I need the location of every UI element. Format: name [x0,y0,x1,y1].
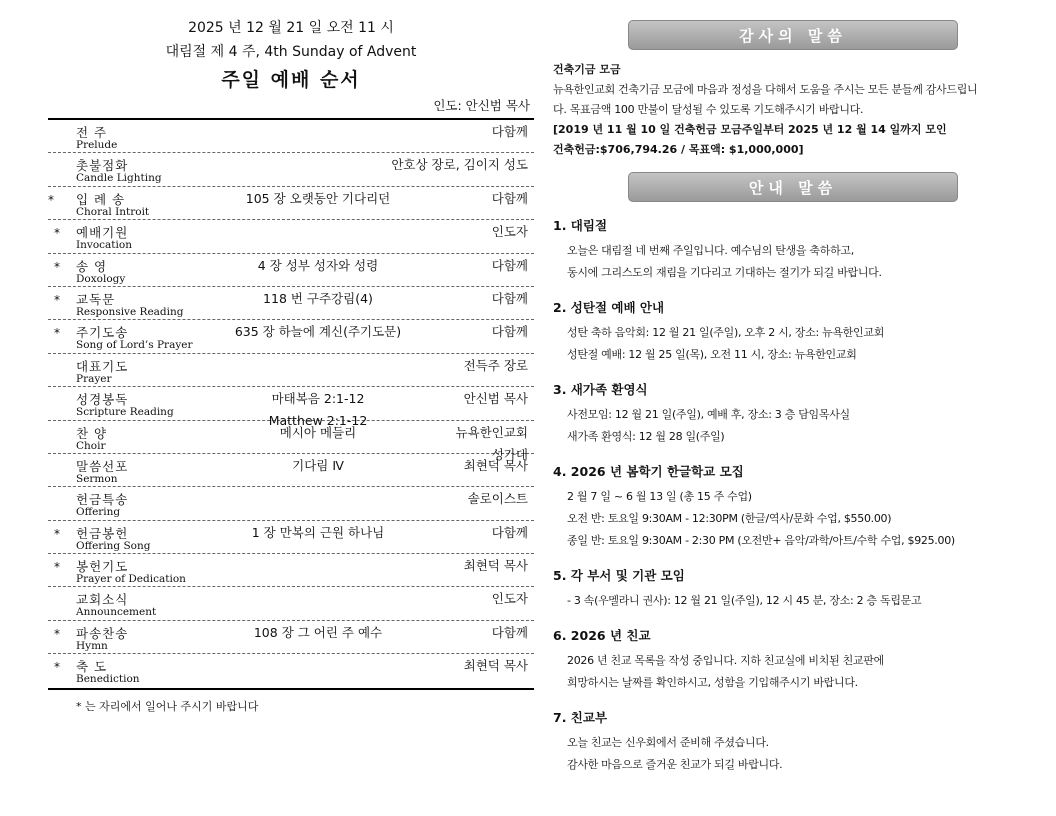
order-item-english: Offering [76,506,121,519]
order-item-detail [168,624,468,642]
notice-section-title: 7. 친교부 [553,710,608,725]
order-item-detail-line: 4 장 성부 성자와 성령 [257,257,379,273]
order-item-detail-line: 118 번 구주강림(4) [263,290,373,306]
announcements-panel [553,20,983,776]
order-item-korean: 전 주 [76,125,108,140]
order-item-detail-line: 1 장 만복의 근원 하나님 [251,524,385,540]
order-item-person [492,323,528,341]
service-week: 대림절 제 4 주, 4th Sunday of Advent [165,44,417,60]
order-item-english: Scripture Reading [76,406,174,419]
order-item-detail-line: 108 장 그 어린 주 예수 [253,624,383,640]
notice-section [553,380,983,448]
standing-marker: * [54,226,60,241]
notice-section-title: 1. 대림절 [553,218,608,233]
notice-section-title: 4. 2026 년 봄학기 한글학교 모집 [553,464,744,479]
order-item-korean: 촛불점화 [76,158,129,174]
order-item-detail-line: 마태복음 2:1-12 [271,391,365,407]
order-item-english: Hymn [76,639,108,652]
order-item-person [492,223,528,241]
standing-marker: * [54,626,60,641]
order-item-english: Benediction [76,673,140,686]
order-item-person-line: 다함께 [491,190,528,206]
order-item-korean: 교회소식 [76,592,129,608]
order-item-korean: 교독문 [76,291,116,307]
order-item-english: Responsive Reading [76,305,184,318]
standing-marker: * [54,292,60,307]
order-item-person [464,390,528,408]
notice-line: 성탄 축하 음악회: 12 월 21 일(주일), 오후 2 시, 장소: 뉴욕한인교회 [567,326,885,339]
order-item-person [492,290,528,308]
order-item-korean: 찬 양 [76,425,108,441]
notice-line: 사전모임: 12 월 21 일(주일), 예배 후, 장소: 3 층 담임목사실 [567,408,850,421]
fund-text: 뉴욕한인교회 건축기금 모금에 마음과 정성을 다해서 도움을 주시는 모든 분들께 감사드립니다. 목표금액 100 만불이 달성될 수 있도록 기도해주시기 바랍니다. [553,83,978,116]
order-item-person [391,156,528,174]
order-item-person [492,123,528,141]
order-row [48,354,534,387]
notice-section-title: 2. 성탄절 예배 안내 [553,300,665,315]
notice-line: 오늘은 대림절 네 번째 주일입니다. 예수님의 탄생을 축하하고, [567,244,854,257]
order-item-english: Offering Song [76,539,151,552]
order-item-detail-line: 메시아 메들리 [279,424,357,440]
order-item-person-line: 다함께 [491,524,528,540]
order-item-person-line: 최현덕 목사 [463,658,528,674]
page-title: 주일 예배 순서 [221,69,361,91]
notice-section-title: 6. 2026 년 친교 [553,628,651,643]
order-item-person [492,624,528,642]
order-row [48,120,534,153]
order-item-person-line: 다함께 [491,124,528,139]
order-row [48,153,534,186]
order-item-person [464,557,528,575]
order-row [48,521,534,554]
order-item-english: Candle Lighting [76,172,162,185]
notice-section [553,708,983,776]
order-row [48,254,534,287]
order-item-person-line: 최현덕 목사 [463,558,528,574]
order-item-english: Choral Introit [76,205,150,218]
notice-section-title: 3. 새가족 환영식 [553,382,648,397]
order-item-korean: 축 도 [76,659,108,675]
order-row [48,320,534,353]
notice-line: 오전 반: 토요일 9:30AM - 12:30PM (한글/역사/문화 수업, $550.00) [567,512,892,525]
order-item-korean: 헌금특송 [76,492,129,508]
order-item-korean: 대표기도 [76,358,129,374]
order-item-person-line: 솔로이스트 [467,491,528,507]
order-item-person [492,590,528,608]
standing-marker: * [54,326,60,341]
fund-period: [2019 년 11 월 10 일 건축헌금 모금주일부터 2025 년 12 월 14 일까지 모인 [553,123,947,136]
order-item-english: Prayer [76,372,112,385]
notice-sections [553,216,983,776]
order-item-korean: 입 례 송 [76,191,126,207]
service-datetime: 2025 년 12 월 21 일 오전 11 시 [188,20,394,36]
standing-marker: * [48,192,54,207]
order-item-detail [168,524,468,542]
order-item-english: Song of Lord’s Prayer [76,339,193,352]
notice-line: 희망하시는 날짜를 확인하시고, 성함을 기입해주시기 바랍니다. [567,676,858,689]
standing-marker: * [54,259,60,274]
standing-note: * 는 자리에서 일어나 주시기 바랍니다 [76,699,259,713]
standing-marker: * [54,560,60,575]
order-item-english: Prayer of Dedication [76,573,186,586]
notice-line: 성탄절 예배: 12 월 25 일(목), 오전 11 시, 장소: 뉴욕한인교회 [567,348,857,361]
order-item-person-line: 다함께 [491,257,528,273]
order-item-person [464,457,528,475]
notice-line: 종일 반: 토요일 9:30AM - 2:30 PM (오전반+ 음악/과학/아트/수학 수업, $925.00) [567,534,955,547]
order-item-english: Choir [76,439,106,452]
order-item-korean: 송 영 [76,258,108,274]
order-row [48,387,534,429]
order-item-korean: 헌금봉헌 [76,525,129,541]
notice-line: 오늘 친교는 신우회에서 준비해 주셨습니다. [567,736,769,749]
worship-order-panel [48,16,534,714]
notice-section [553,462,983,552]
order-item-korean: 성경봉독 [76,392,129,408]
order-item-korean: 봉헌기도 [76,559,129,575]
order-item-person-line: 인도자 [491,591,528,607]
order-item-detail [168,424,468,442]
order-item-person [492,257,528,275]
order-item-detail [168,457,468,475]
order-item-person-line: 뉴욕한인교회 [455,424,528,440]
order-item-person [464,357,528,375]
fund-amount: 건축헌금:$706,794.26 / 목표액: $1,000,000] [553,143,804,156]
order-item-detail-line: Matthew 2:1-12 [268,413,368,429]
order-item-person-line: 인도자 [491,224,528,240]
order-row [48,287,534,320]
order-item-english: Prelude [76,139,118,151]
order-list [48,118,534,690]
order-item-detail [168,190,468,208]
order-row [48,554,534,587]
order-row [48,454,534,487]
order-item-detail-line: 635 장 하늘에 계신(주기도문) [234,324,402,340]
service-leader: 인도: 안신범 목사 [433,98,530,113]
order-item-english: Doxology [76,272,126,285]
notice-section [553,216,983,284]
order-item-person-line: 안호상 장로, 김이지 성도 [391,157,528,173]
order-item-person-line: 성가대 [491,446,528,462]
order-item-person [468,490,528,508]
order-item-english: Invocation [76,239,132,252]
notice-line: 동시에 그리스도의 재림을 기다리고 기대하는 절기가 되길 바랍니다. [567,266,882,279]
order-item-person-line: 다함께 [491,324,528,340]
notice-section-title: 5. 각 부서 및 기관 모임 [553,568,685,583]
order-row [48,487,534,520]
order-item-person-line: 전득주 장로 [463,357,528,373]
order-item-korean: 예배기원 [76,225,129,241]
notice-line: 새가족 환영식: 12 월 28 일(주일) [567,430,725,443]
notice-section [553,626,983,694]
order-item-korean: 말씀선포 [76,458,129,474]
notice-line: - 3 속(우멜라니 권사): 12 월 21 일(주일), 12 시 45 분, 장소: 2 층 독립문고 [567,594,922,607]
order-item-korean: 파송찬송 [76,625,129,641]
order-item-person-line: 최현덕 목사 [463,457,528,473]
order-item-detail-line: 기다림 Ⅳ [292,457,344,473]
order-item-person [492,524,528,542]
order-row [48,220,534,253]
order-item-english: Announcement [76,606,157,619]
order-row [48,187,534,220]
order-row [48,654,534,687]
standing-marker: * [54,526,60,541]
order-item-detail [168,323,468,341]
order-item-person [492,190,528,208]
order-item-detail [168,290,468,308]
standing-marker: * [54,660,60,675]
order-row [48,421,534,462]
order-item-detail [168,257,468,275]
notice-line: 2 월 7 일 ~ 6 월 13 일 (총 15 주 수업) [567,490,752,503]
order-row [48,587,534,620]
order-item-english: Sermon [76,472,118,485]
fund-title: 건축기금 모금 [553,63,621,76]
notice-section [553,566,983,612]
order-item-person-line: 안신범 목사 [463,391,528,407]
building-fund [553,60,983,160]
notice-section [553,298,983,366]
order-item-person [464,657,528,675]
notice-line: 감사한 마음으로 즐거운 친교가 되길 바랍니다. [567,758,783,771]
order-item-detail-line: 105 장 오랫동안 기다리던 [245,190,391,206]
order-item-person-line: 다함께 [491,290,528,306]
notice-line: 2026 년 친교 목록을 작성 중입니다. 지하 친교실에 비치된 친교판에 [567,654,884,667]
thanks-banner: 감사의 말씀 [628,20,958,50]
order-item-korean: 주기도송 [76,325,129,341]
notices-banner: 안내 말씀 [628,172,958,202]
order-item-person-line: 다함께 [491,624,528,640]
order-row [48,621,534,654]
